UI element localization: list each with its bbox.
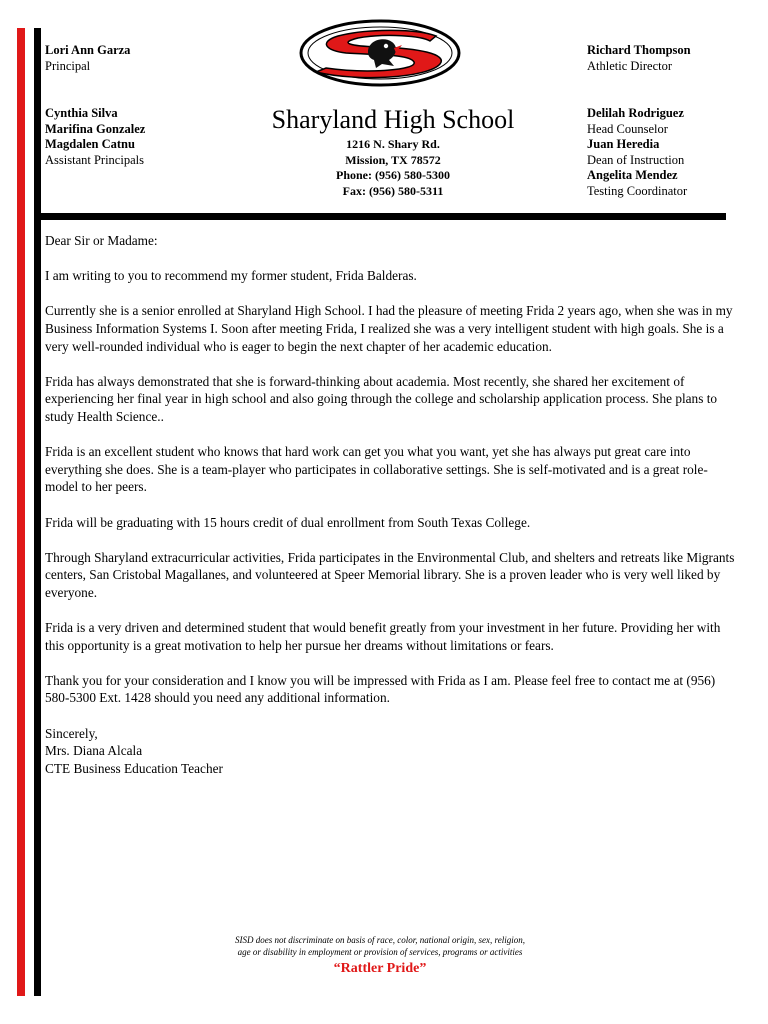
school-city: Mission, TX 78572: [345, 152, 441, 167]
signer-name: Mrs. Diana Alcala: [45, 743, 143, 759]
staff-name: Richard Thompson: [587, 43, 691, 57]
letter-paragraph: Frida is an excellent student who knows that hard work can get you what you want, yet she has always put great care into everything she does. She is a team-player who participates in collaborative settings. She is self-motivated and is a great role-model to her peers.: [45, 444, 708, 495]
school-phone: Phone: (956) 580-5300: [336, 168, 450, 182]
left-black-bar: [34, 28, 41, 996]
staff-principal: [45, 43, 130, 74]
nondiscrimination-notice: [180, 934, 580, 958]
school-name: Sharyland High School: [271, 105, 515, 134]
signer-title: CTE Business Education Teacher: [45, 760, 223, 776]
staff-name: Lori Ann Garza: [45, 43, 131, 57]
school-motto: “Rattler Pride”: [333, 961, 427, 976]
disclaimer-line: age or disability in employment or provision of services, programs or activities: [237, 947, 523, 957]
staff-title: Athletic Director: [587, 58, 673, 73]
letter-paragraph: Currently she is a senior enrolled at Sharyland High School. I had the pleasure of meeting Frida 2 years ago, when she was in my Business Information Systems I. Soon after meeting Frida, I realized she was a very intelligent student with high goals. She is a very well-rounded individual who is eager to begin the next chapter of her academic education.: [45, 303, 733, 354]
left-red-bar: [17, 28, 25, 996]
staff-name: Marifina Gonzalez: [45, 121, 146, 136]
letter-body: [45, 232, 735, 777]
staff-athletic-director: [587, 43, 691, 74]
staff-title: Testing Coordinator: [587, 183, 688, 198]
staff-assistant-principals: [45, 106, 145, 168]
staff-name: Juan Heredia: [587, 137, 660, 151]
staff-title: Dean of Instruction: [587, 152, 685, 167]
header-divider: [34, 213, 726, 220]
school-contact-block: [240, 137, 546, 199]
staff-name: Angelita Mendez: [587, 168, 678, 182]
school-address: 1216 N. Shary Rd.: [346, 137, 440, 151]
salutation: Dear Sir or Madame:: [45, 233, 158, 248]
letter-paragraph: Frida is a very driven and determined student that would benefit greatly from your investment in her future. Providing her with this opportunity is a great motivation to help her pursue her dreams without limitations or fears.: [45, 620, 721, 653]
letter-paragraph: I am writing to you to recommend my former student, Frida Balderas.: [45, 268, 417, 284]
staff-title: Head Counselor: [587, 121, 668, 136]
rattlesnake-s-logo-icon: [298, 18, 462, 88]
staff-title: Assistant Principals: [45, 152, 144, 167]
staff-name: Magdalen Catnu: [45, 137, 135, 151]
staff-counseling: [587, 106, 687, 199]
staff-name: Cynthia Silva: [45, 106, 118, 120]
letter-paragraph: Frida will be graduating with 15 hours credit of dual enrollment from South Texas College.: [45, 514, 531, 530]
letter-paragraph: Thank you for your consideration and I know you will be impressed with Frida as I am. Please feel free to contact me at (956) 580-5300 Ext. 1428 should you need any additional information.: [45, 672, 716, 706]
letter-paragraph: Frida has always demonstrated that she is forward-thinking about academia. Most recently, she shared her excitement of experiencing her final year in high school and also going through the college and scholarship application process. She plans to study Health Science..: [45, 373, 718, 424]
letter-paragraph: Through Sharyland extracurricular activities, Frida participates in the Environmental Club, and shelters and retreats like Migrants centers, San Cristobal Magallanes, and volunteered at Speer Memorial library. She is a proven leader who is very well liked by everyone.: [45, 549, 735, 600]
school-fax: Fax: (956) 580-5311: [342, 183, 444, 198]
staff-title: Principal: [45, 58, 91, 73]
staff-name: Delilah Rodriguez: [587, 106, 684, 120]
disclaimer-line: SISD does not discriminate on basis of race, color, national origin, sex, religion,: [235, 935, 525, 945]
closing: Sincerely,: [45, 725, 98, 741]
